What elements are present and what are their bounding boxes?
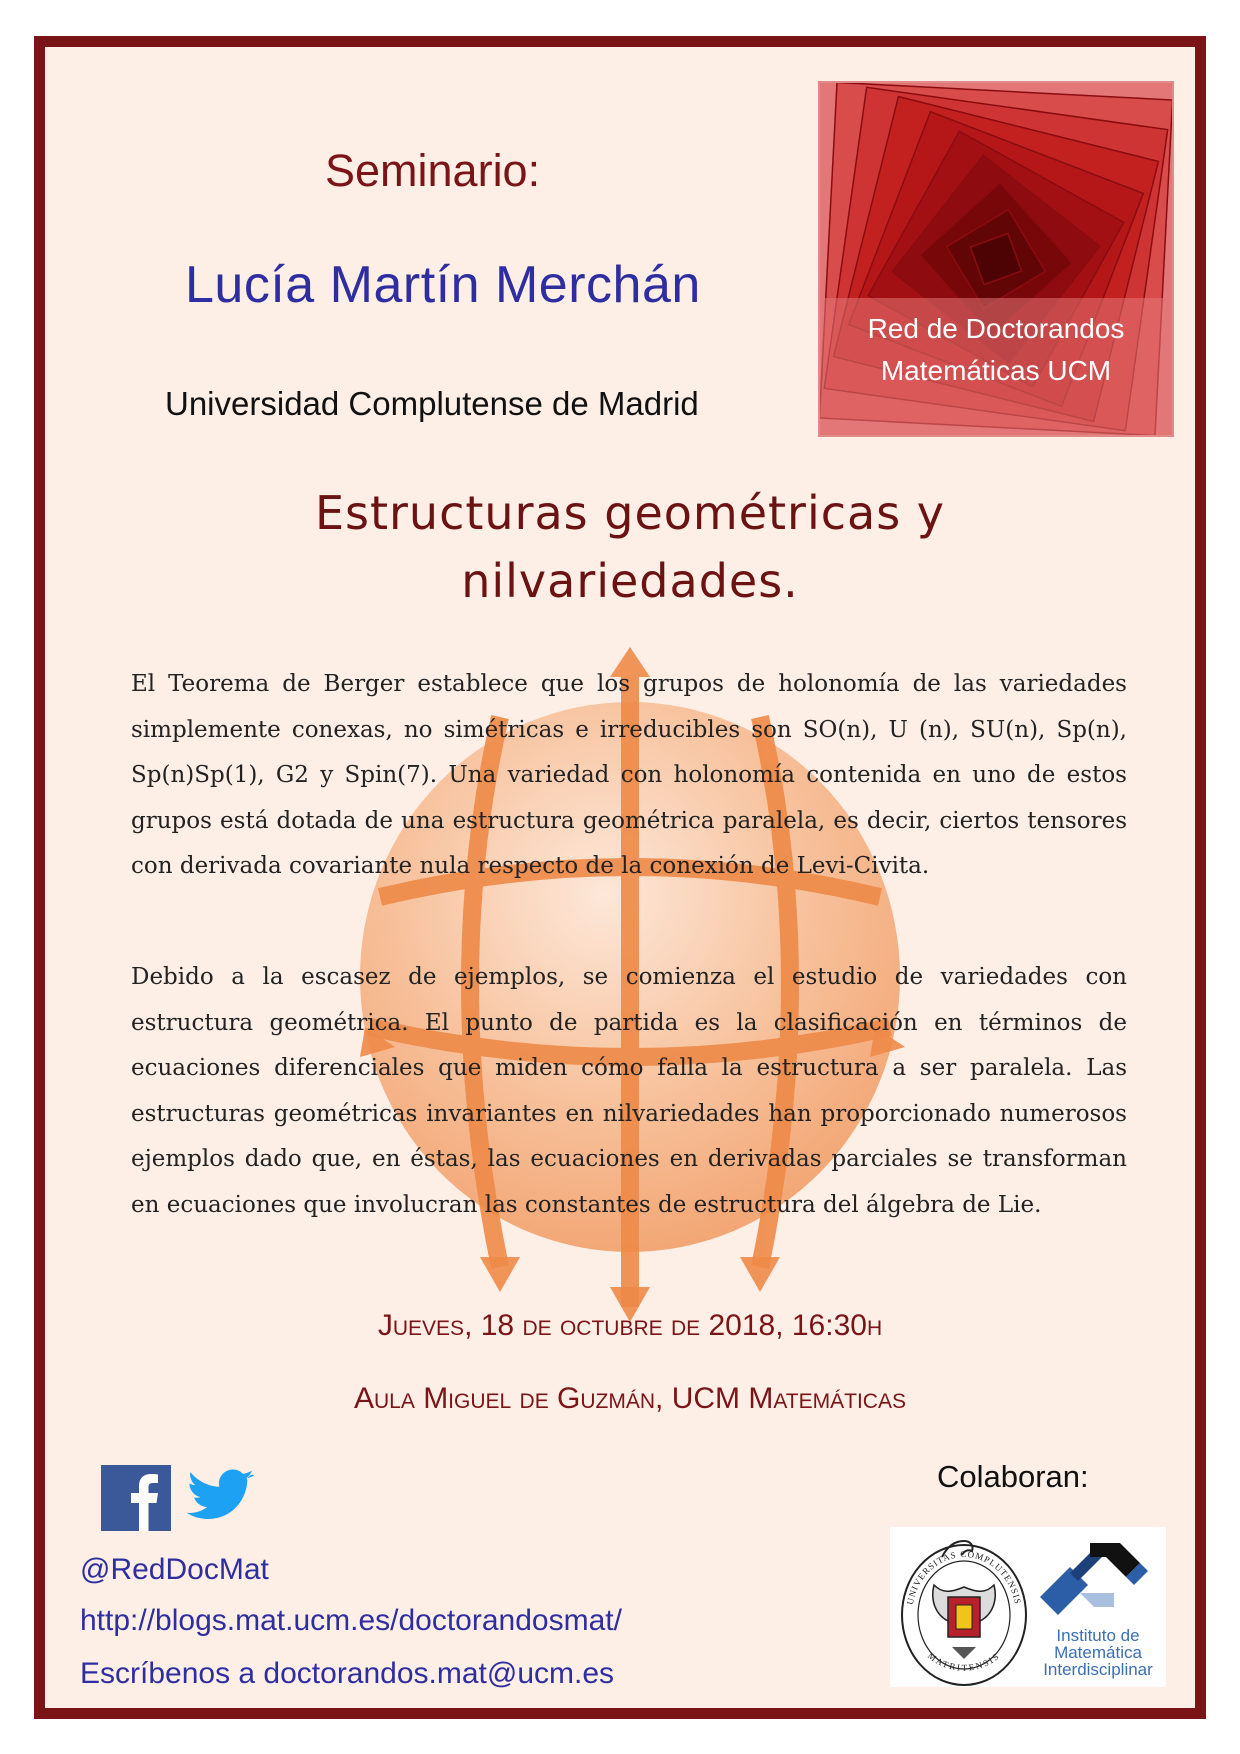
talk-title [105,479,1155,615]
red-doctorandos-logo [818,81,1174,437]
partner-logos [890,1527,1166,1687]
partners-label: Colaboran: [937,1459,1089,1494]
facebook-icon[interactable] [101,1465,171,1531]
imi-text-line2: Matemática [1054,1643,1142,1662]
imi-logo-text [1038,1627,1158,1678]
event-date-time: Jueves, 18 de octubre de 2018, 16:30h [377,1309,883,1342]
ucm-seal-icon [890,1527,1035,1687]
blog-link[interactable]: http://blogs.mat.ucm.es/doctorandosmat/ [80,1604,622,1637]
talk-title-line2: nilvariedades. [461,554,799,608]
facebook-logo-glyph [101,1465,171,1531]
talk-title-line1: Estructuras geométricas y [314,486,946,540]
seal-text-top: UNIVERSITAS COMPLUTENSIS [904,1548,1024,1606]
logo-text-line2: Matemáticas UCM [880,355,1112,386]
imi-text-line1: Instituto de [1056,1626,1140,1645]
abstract-paragraph-2: Debido a la escasez de ejemplos, se comienza el estudio de variedades con estructura geométrica. El punto de partida es la clasificación en términos de ecuaciones diferenciales que miden cómo falla la estructura a ser paralela. Las estructuras geométricas invariantes en nilvariedades han proporcionado numerosos ejemplos dado que, en éstas, las ecuaciones en derivadas parciales se transforman en ecuaciones que involucran las constantes de estructura del álgebra de Lie. [131,964,1127,1218]
abstract-paragraph-1: El Teorema de Berger establece que los grupos de holonomía de las variedades simplemente conexas, no simétricas e irreducibles son SO(n), U (n), SU(n), Sp(n), Sp(n)Sp(1), G2 y Spin(7). Una variedad con holonomía contenida en uno de estos grupos está dotada de una estructura geométrica paralela, es decir, ciertos tensores con derivada covariante nula respecto de la conexión de Levi-Civita. [131,671,1127,879]
logo-text-line1: Red de Doctorandos [867,313,1125,344]
event-location: Aula Miguel de Guzmán, UCM Matemáticas [354,1382,906,1415]
contact-email[interactable]: Escríbenos a doctorandos.mat@ucm.es [80,1657,615,1690]
seminar-label: Seminario: [325,145,541,196]
speaker-name: Lucía Martín Merchán [185,256,701,314]
speaker-affiliation: Universidad Complutense de Madrid [165,385,699,422]
poster-frame [34,36,1206,1719]
imi-text-line3: Interdisciplinar [1043,1660,1153,1679]
imi-logo-icon [1030,1533,1160,1623]
seal-text-bottom: MATRITENSIS [925,1650,1003,1673]
twitter-icon[interactable] [185,1463,257,1533]
twitter-bird-glyph [185,1463,257,1533]
social-handle: @RedDocMat [80,1553,269,1586]
